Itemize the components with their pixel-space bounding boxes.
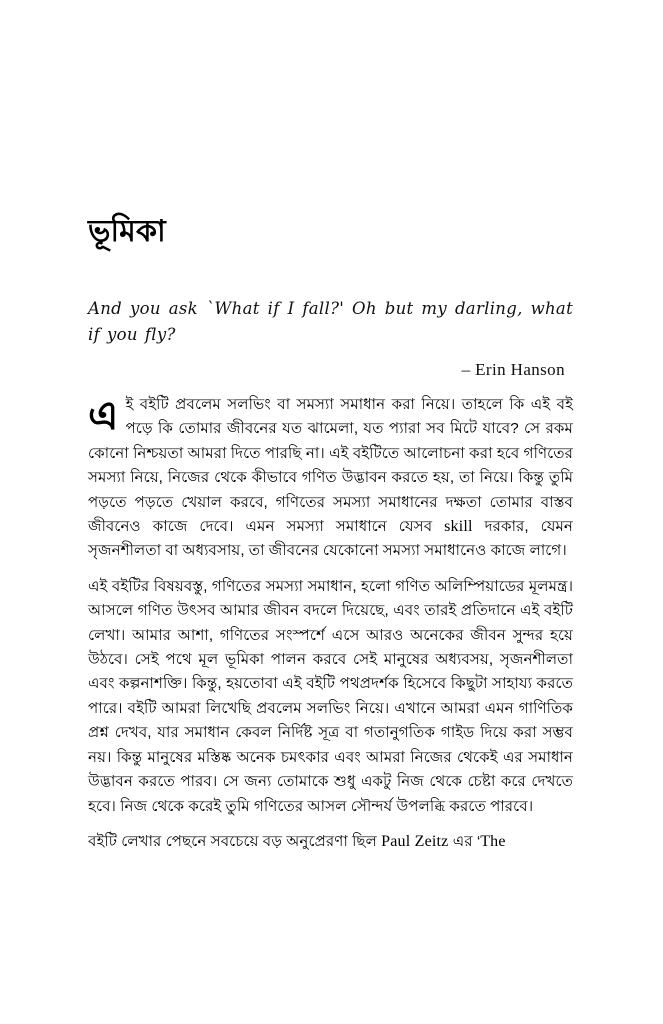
paragraph-3-text-mid: এর ‘ [448, 832, 481, 850]
paragraph-3-author-name: Paul Zeitz [381, 832, 449, 850]
body-copy [88, 393, 573, 854]
epigraph-attribution: – Erin Hanson [461, 360, 565, 379]
paragraph-1-text-tail: দরকার, যেমন সৃজনশীলতা বা অধ্যবসায়, তা জীবনের যেকোনো সমস্যা সমাধানেও কাজে লাগে। [88, 518, 573, 560]
epigraph-quote: And you ask `What if I fall?' Oh but my darling, what if you fly? [88, 299, 573, 344]
paragraph-1-latin-term: skill [444, 518, 473, 536]
paragraph-3-title-fragment: The [480, 832, 506, 850]
paragraph-1 [88, 393, 573, 564]
paragraph-3 [88, 830, 573, 854]
paragraph-3-text-lead: বইটি লেখার পেছনে সবচেয়ে বড় অনুপ্রেরণা ছিল [88, 832, 382, 850]
paragraph-1-text-lead: এই বইটি প্রবলেম সলভিং বা সমস্যা সমাধান করা নিয়ে। তাহলে কি এই বই পড়ে কি তোমার জীবনের যত ঝামেলা, যত প্যারা সব মিটে যাবে? সে রকম কোনো নিশ্চয়তা আমরা দিতে পারছি না। এই বইটিতে আলোচনা করা হবে গণিতের সমস্যা নিয়ে, নিজের থেকে কীভাবে গণিত উদ্ভাবন করতে হয়, তা নিয়ে। কিন্তু তুমি পড়তে পড়তে খেয়াল করবে, গণিতের সমস্যা সমাধানের দক্ষতা তোমার বাস্তব জীবনেও কাজে দেবে। এমন সমস্যা সমাধানে যেসব [88, 394, 573, 536]
epigraph-block [88, 296, 573, 382]
paragraph-2: এই বইটির বিষয়বস্তু, গণিতের সমস্যা সমাধান, হলো গণিত অলিম্পিয়াডের মূলমন্ত্র। আসলে গণিত উৎসব আমার জীবন বদলে দিয়েছে, এবং তারই প্রতিদানে এই বইটি লেখা। আমার আশা, গণিতের সংস্পর্শে এসে আরও অনেকের জীবন সুন্দর হয়ে উঠবে। সেই পথে মূল ভূমিকা পালন করবে সেই মানুষের অধ্যবসয়, সৃজনশীলতা এবং কল্পনাশক্তি। কিন্তু, হয়তোবা এই বইটি পথপ্রদর্শক হিসেবে কিছুটা সাহায্য করতে পারে। বইটি আমরা লিখেছি প্রবলেম সলভিং নিয়ে। এখানে আমরা এমন গাণিতিক প্রশ্ন দেখব, যার সমাধান কেবল নির্দিষ্ট সূত্র বা গতানুগতিক গাইড দিয়ে করা সম্ভব নয়। কিন্তু মানুষের মস্তিষ্ক অনেক চমৎকার এবং আমরা নিজের থেকেই এর সমাধান উদ্ভাবন করতে পারব। সে জন্য তোমাকে শুধু একটু নিজ থেকে চেষ্টা করে দেখতে হবে। নিজ থেকে করেই তুমি গণিতের আসল সৌন্দর্য উপলব্ধি করতে পারবে। [88, 577, 573, 815]
page-title: ভূমিকা [88, 215, 166, 248]
